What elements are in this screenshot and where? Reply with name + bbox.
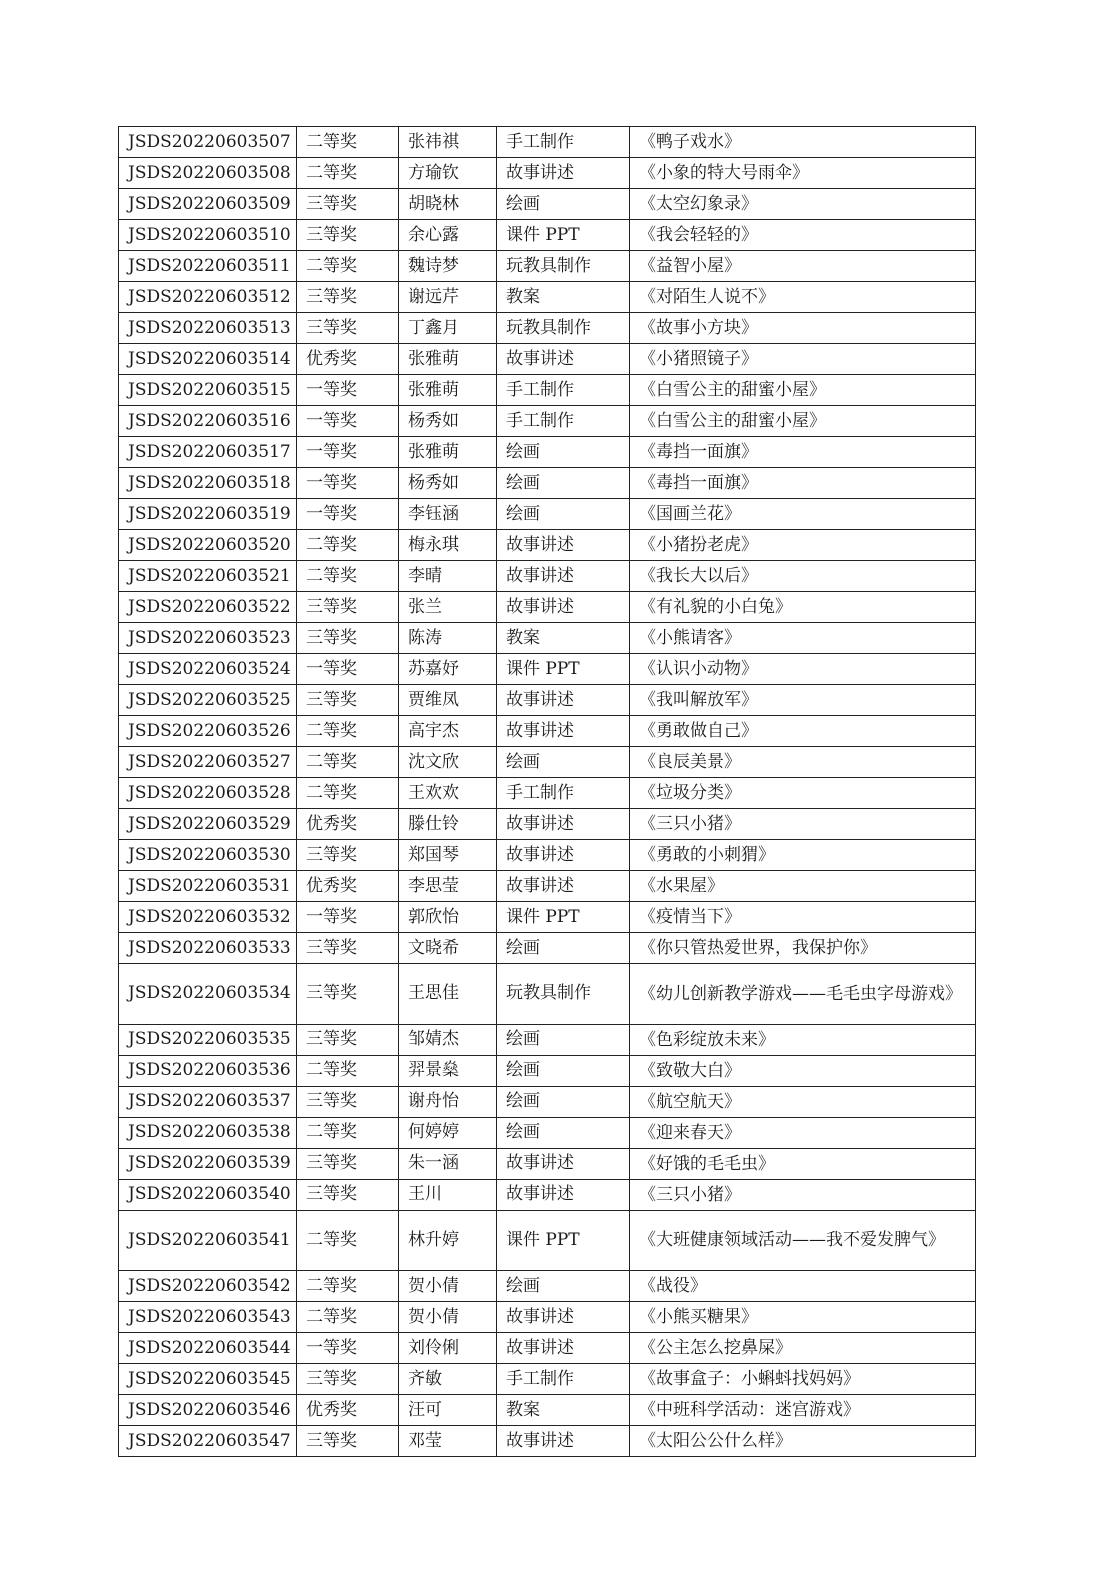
work-title-cell: 《我长大以后》 [630,561,976,592]
name-cell: 滕仕铃 [399,809,497,840]
work-title-cell: 《大班健康领域活动——我不爱发脾气》 [630,1210,976,1271]
work-title-cell: 《白雪公主的甜蜜小屋》 [630,375,976,406]
entry-id-cell: JSDS20220603515 [119,375,297,406]
category-cell: 教案 [497,623,630,654]
award-level-cell: 二等奖 [297,747,399,778]
award-level-cell: 二等奖 [297,561,399,592]
work-title-cell: 《三只小猪》 [630,1179,976,1210]
work-title-cell: 《益智小屋》 [630,251,976,282]
award-level-cell: 一等奖 [297,375,399,406]
work-title-cell: 《良辰美景》 [630,747,976,778]
name-cell: 苏嘉妤 [399,654,497,685]
award-level-cell: 三等奖 [297,1364,399,1395]
work-title-cell: 《有礼貌的小白兔》 [630,592,976,623]
work-title-cell: 《小猪照镜子》 [630,344,976,375]
work-title-cell: 《好饿的毛毛虫》 [630,1148,976,1179]
award-level-cell: 二等奖 [297,251,399,282]
name-cell: 郭欣怡 [399,902,497,933]
name-cell: 羿景燊 [399,1055,497,1086]
work-title-cell: 《水果屋》 [630,871,976,902]
entry-id-cell: JSDS20220603532 [119,902,297,933]
table-row [119,902,976,933]
name-cell: 李晴 [399,561,497,592]
entry-id-cell: JSDS20220603513 [119,313,297,344]
entry-id-cell: JSDS20220603531 [119,871,297,902]
category-cell: 故事讲述 [497,1179,630,1210]
category-cell: 绘画 [497,1055,630,1086]
category-cell: 绘画 [497,468,630,499]
entry-id-cell: JSDS20220603527 [119,747,297,778]
award-level-cell: 二等奖 [297,716,399,747]
category-cell: 玩教具制作 [497,313,630,344]
award-level-cell: 三等奖 [297,220,399,251]
award-level-cell: 一等奖 [297,654,399,685]
work-title-cell: 《我叫解放军》 [630,685,976,716]
table-row [119,375,976,406]
award-level-cell: 一等奖 [297,1333,399,1364]
category-cell: 故事讲述 [497,1333,630,1364]
table-row [119,282,976,313]
entry-id-cell: JSDS20220603519 [119,499,297,530]
table-row [119,685,976,716]
table-row [119,251,976,282]
table-row [119,158,976,189]
name-cell: 张雅萌 [399,437,497,468]
work-title-cell: 《勇敢的小刺猬》 [630,840,976,871]
award-level-cell: 三等奖 [297,964,399,1025]
work-title-cell: 《太空幻象录》 [630,189,976,220]
table-row [119,623,976,654]
award-level-cell: 二等奖 [297,1117,399,1148]
award-level-cell: 三等奖 [297,1024,399,1055]
table-row [119,1395,976,1426]
work-title-cell: 《鸭子戏水》 [630,127,976,158]
category-cell: 故事讲述 [497,1148,630,1179]
award-level-cell: 二等奖 [297,127,399,158]
category-cell: 手工制作 [497,778,630,809]
name-cell: 何婷婷 [399,1117,497,1148]
category-cell: 绘画 [497,499,630,530]
name-cell: 贾维凤 [399,685,497,716]
name-cell: 梅永琪 [399,530,497,561]
award-level-cell: 三等奖 [297,189,399,220]
table-row [119,1333,976,1364]
table-row [119,871,976,902]
award-level-cell: 一等奖 [297,406,399,437]
category-cell: 故事讲述 [497,561,630,592]
award-level-cell: 三等奖 [297,282,399,313]
entry-id-cell: JSDS20220603528 [119,778,297,809]
name-cell: 方瑜钦 [399,158,497,189]
entry-id-cell: JSDS20220603534 [119,964,297,1025]
category-cell: 课件 PPT [497,1210,630,1271]
table-row [119,1179,976,1210]
table-row [119,1148,976,1179]
table-row [119,716,976,747]
table-row [119,747,976,778]
work-title-cell: 《公主怎么挖鼻屎》 [630,1333,976,1364]
category-cell: 课件 PPT [497,220,630,251]
name-cell: 林升婷 [399,1210,497,1271]
work-title-cell: 《认识小动物》 [630,654,976,685]
award-level-cell: 一等奖 [297,499,399,530]
award-level-cell: 二等奖 [297,1271,399,1302]
work-title-cell: 《航空航天》 [630,1086,976,1117]
work-title-cell: 《战役》 [630,1271,976,1302]
name-cell: 邓莹 [399,1426,497,1457]
entry-id-cell: JSDS20220603542 [119,1271,297,1302]
category-cell: 绘画 [497,189,630,220]
work-title-cell: 《色彩绽放未来》 [630,1024,976,1055]
entry-id-cell: JSDS20220603535 [119,1024,297,1055]
category-cell: 课件 PPT [497,654,630,685]
name-cell: 杨秀如 [399,406,497,437]
table-row [119,189,976,220]
work-title-cell: 《幼儿创新教学游戏——毛毛虫字母游戏》 [630,964,976,1025]
award-level-cell: 二等奖 [297,778,399,809]
entry-id-cell: JSDS20220603520 [119,530,297,561]
name-cell: 余心露 [399,220,497,251]
table-row [119,313,976,344]
table-row [119,933,976,964]
entry-id-cell: JSDS20220603526 [119,716,297,747]
name-cell: 朱一涵 [399,1148,497,1179]
category-cell: 绘画 [497,1086,630,1117]
name-cell: 李钰涵 [399,499,497,530]
entry-id-cell: JSDS20220603544 [119,1333,297,1364]
table-row [119,1210,976,1271]
work-title-cell: 《故事盒子：小蝌蚪找妈妈》 [630,1364,976,1395]
name-cell: 魏诗梦 [399,251,497,282]
work-title-cell: 《疫情当下》 [630,902,976,933]
category-cell: 故事讲述 [497,716,630,747]
name-cell: 沈文欣 [399,747,497,778]
table-row [119,437,976,468]
entry-id-cell: JSDS20220603546 [119,1395,297,1426]
name-cell: 胡晓林 [399,189,497,220]
award-level-cell: 一等奖 [297,468,399,499]
award-level-cell: 三等奖 [297,623,399,654]
award-level-cell: 二等奖 [297,530,399,561]
name-cell: 贺小倩 [399,1302,497,1333]
entry-id-cell: JSDS20220603509 [119,189,297,220]
category-cell: 绘画 [497,1271,630,1302]
name-cell: 丁鑫月 [399,313,497,344]
entry-id-cell: JSDS20220603508 [119,158,297,189]
entry-id-cell: JSDS20220603514 [119,344,297,375]
table-row [119,592,976,623]
entry-id-cell: JSDS20220603517 [119,437,297,468]
work-title-cell: 《小象的特大号雨伞》 [630,158,976,189]
category-cell: 故事讲述 [497,871,630,902]
entry-id-cell: JSDS20220603539 [119,1148,297,1179]
category-cell: 绘画 [497,933,630,964]
table-row [119,1117,976,1148]
work-title-cell: 《小猪扮老虎》 [630,530,976,561]
entry-id-cell: JSDS20220603507 [119,127,297,158]
award-level-cell: 三等奖 [297,313,399,344]
work-title-cell: 《小熊请客》 [630,623,976,654]
award-level-cell: 三等奖 [297,840,399,871]
table-row [119,840,976,871]
work-title-cell: 《中班科学活动：迷宫游戏》 [630,1395,976,1426]
award-table [118,126,976,1457]
entry-id-cell: JSDS20220603541 [119,1210,297,1271]
category-cell: 故事讲述 [497,158,630,189]
category-cell: 手工制作 [497,406,630,437]
name-cell: 李思莹 [399,871,497,902]
table-row [119,406,976,437]
award-level-cell: 三等奖 [297,1426,399,1457]
category-cell: 手工制作 [497,1364,630,1395]
work-title-cell: 《勇敢做自己》 [630,716,976,747]
work-title-cell: 《小熊买糖果》 [630,1302,976,1333]
entry-id-cell: JSDS20220603543 [119,1302,297,1333]
work-title-cell: 《太阳公公什么样》 [630,1426,976,1457]
table-row [119,778,976,809]
category-cell: 教案 [497,282,630,313]
category-cell: 绘画 [497,437,630,468]
award-level-cell: 三等奖 [297,1148,399,1179]
work-title-cell: 《你只管热爱世界，我保护你》 [630,933,976,964]
name-cell: 郑国琴 [399,840,497,871]
category-cell: 绘画 [497,1117,630,1148]
name-cell: 高宇杰 [399,716,497,747]
entry-id-cell: JSDS20220603525 [119,685,297,716]
award-level-cell: 二等奖 [297,1302,399,1333]
award-level-cell: 优秀奖 [297,809,399,840]
entry-id-cell: JSDS20220603530 [119,840,297,871]
name-cell: 杨秀如 [399,468,497,499]
category-cell: 故事讲述 [497,809,630,840]
table-row [119,809,976,840]
award-level-cell: 三等奖 [297,933,399,964]
award-level-cell: 优秀奖 [297,871,399,902]
name-cell: 王川 [399,1179,497,1210]
work-title-cell: 《迎来春天》 [630,1117,976,1148]
category-cell: 故事讲述 [497,344,630,375]
category-cell: 玩教具制作 [497,964,630,1025]
table-row [119,1364,976,1395]
entry-id-cell: JSDS20220603524 [119,654,297,685]
work-title-cell: 《三只小猪》 [630,809,976,840]
table-row [119,1055,976,1086]
category-cell: 故事讲述 [497,592,630,623]
name-cell: 贺小倩 [399,1271,497,1302]
entry-id-cell: JSDS20220603547 [119,1426,297,1457]
entry-id-cell: JSDS20220603518 [119,468,297,499]
award-level-cell: 二等奖 [297,1055,399,1086]
work-title-cell: 《白雪公主的甜蜜小屋》 [630,406,976,437]
entry-id-cell: JSDS20220603533 [119,933,297,964]
award-level-cell: 二等奖 [297,158,399,189]
name-cell: 王欢欢 [399,778,497,809]
name-cell: 张雅萌 [399,344,497,375]
work-title-cell: 《毒挡一面旗》 [630,437,976,468]
work-title-cell: 《致敬大白》 [630,1055,976,1086]
award-level-cell: 优秀奖 [297,344,399,375]
entry-id-cell: JSDS20220603529 [119,809,297,840]
work-title-cell: 《毒挡一面旗》 [630,468,976,499]
award-level-cell: 三等奖 [297,1086,399,1117]
name-cell: 刘伶俐 [399,1333,497,1364]
category-cell: 玩教具制作 [497,251,630,282]
table-row [119,220,976,251]
category-cell: 手工制作 [497,127,630,158]
name-cell: 齐敏 [399,1364,497,1395]
table-row [119,561,976,592]
table-row [119,499,976,530]
entry-id-cell: JSDS20220603523 [119,623,297,654]
name-cell: 汪可 [399,1395,497,1426]
name-cell: 邹婧杰 [399,1024,497,1055]
table-row [119,344,976,375]
category-cell: 故事讲述 [497,840,630,871]
name-cell: 张祎祺 [399,127,497,158]
table-row [119,1024,976,1055]
name-cell: 张兰 [399,592,497,623]
table-row [119,1302,976,1333]
category-cell: 故事讲述 [497,530,630,561]
work-title-cell: 《对陌生人说不》 [630,282,976,313]
table-row [119,1271,976,1302]
entry-id-cell: JSDS20220603511 [119,251,297,282]
table-row [119,1426,976,1457]
entry-id-cell: JSDS20220603537 [119,1086,297,1117]
award-level-cell: 二等奖 [297,1210,399,1271]
category-cell: 故事讲述 [497,685,630,716]
category-cell: 故事讲述 [497,1426,630,1457]
award-table-body [119,127,976,1457]
category-cell: 故事讲述 [497,1302,630,1333]
award-level-cell: 一等奖 [297,902,399,933]
category-cell: 课件 PPT [497,902,630,933]
table-row [119,1086,976,1117]
table-row [119,654,976,685]
table-row [119,468,976,499]
entry-id-cell: JSDS20220603516 [119,406,297,437]
work-title-cell: 《我会轻轻的》 [630,220,976,251]
table-row [119,530,976,561]
entry-id-cell: JSDS20220603512 [119,282,297,313]
name-cell: 谢舟怡 [399,1086,497,1117]
award-level-cell: 三等奖 [297,1179,399,1210]
category-cell: 教案 [497,1395,630,1426]
entry-id-cell: JSDS20220603540 [119,1179,297,1210]
entry-id-cell: JSDS20220603545 [119,1364,297,1395]
award-level-cell: 三等奖 [297,592,399,623]
table-row [119,964,976,1025]
name-cell: 陈涛 [399,623,497,654]
work-title-cell: 《垃圾分类》 [630,778,976,809]
name-cell: 王思佳 [399,964,497,1025]
work-title-cell: 《国画兰花》 [630,499,976,530]
category-cell: 手工制作 [497,375,630,406]
award-level-cell: 优秀奖 [297,1395,399,1426]
entry-id-cell: JSDS20220603536 [119,1055,297,1086]
award-level-cell: 三等奖 [297,685,399,716]
award-level-cell: 一等奖 [297,437,399,468]
name-cell: 张雅萌 [399,375,497,406]
category-cell: 绘画 [497,1024,630,1055]
name-cell: 文晓希 [399,933,497,964]
entry-id-cell: JSDS20220603538 [119,1117,297,1148]
work-title-cell: 《故事小方块》 [630,313,976,344]
entry-id-cell: JSDS20220603521 [119,561,297,592]
entry-id-cell: JSDS20220603510 [119,220,297,251]
name-cell: 谢远芹 [399,282,497,313]
table-row [119,127,976,158]
entry-id-cell: JSDS20220603522 [119,592,297,623]
category-cell: 绘画 [497,747,630,778]
